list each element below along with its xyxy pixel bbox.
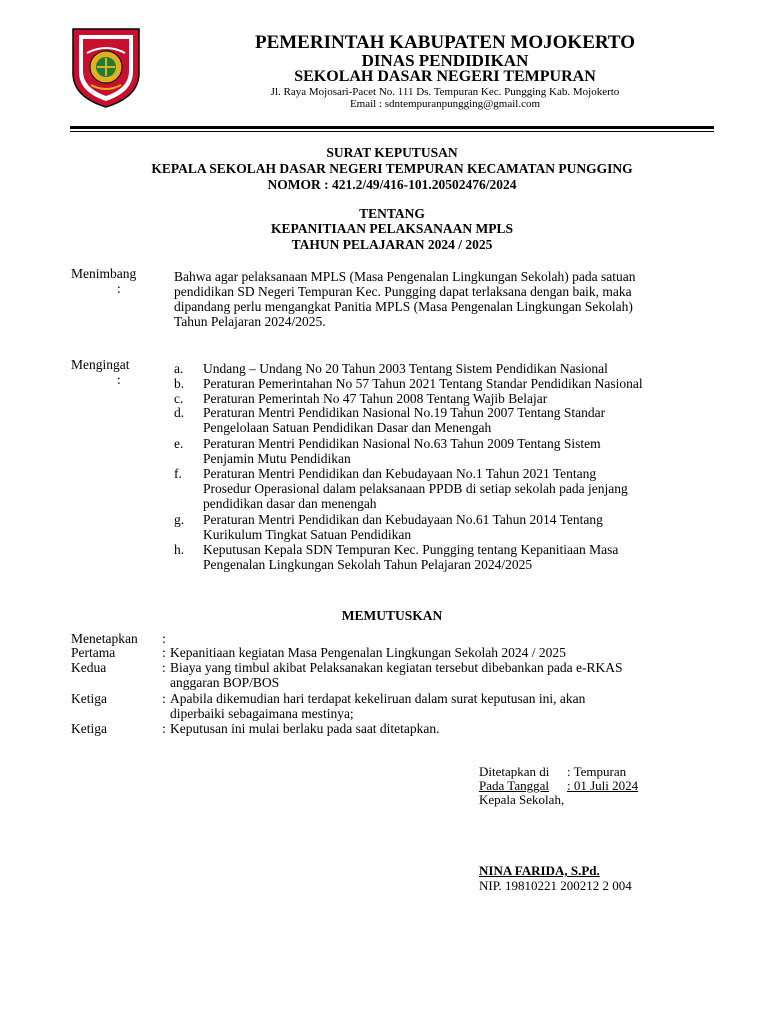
mengingat-item-line: Peraturan Pemerintahan No 57 Tahun 2021 Tentang Standar Pendidikan Nasional <box>203 376 643 391</box>
regency-emblem-logo <box>67 23 145 109</box>
doc-subject: KEPANITIAAN PELAKSANAAN MPLS <box>270 221 514 236</box>
decision-colon: : <box>162 645 166 660</box>
signature-name: NINA FARIDA, S.Pd. <box>479 863 600 878</box>
mengingat-item-line: Prosedur Operasional dalam pelaksanaan PPDB di setiap sekolah pada jenjang <box>203 481 628 496</box>
mengingat-item-line: Undang – Undang No 20 Tahun 2003 Tentang Sistem Pendidikan Nasional <box>203 361 608 376</box>
mengingat-item-letter: g. <box>174 512 185 527</box>
mengingat-item-line: pendidikan dasar dan menengah <box>203 496 377 511</box>
decision-colon: : <box>162 721 166 736</box>
decision-colon: : <box>162 631 166 646</box>
mengingat-item-letter: f. <box>174 466 182 481</box>
decision-text <box>170 721 440 736</box>
doc-year: TAHUN PELAJARAN 2024 / 2025 <box>291 237 493 252</box>
mengingat-colon: : <box>117 372 121 387</box>
decision-label: Ketiga <box>71 721 107 736</box>
decision-label: Ketiga <box>71 691 107 706</box>
menimbang-label: Menimbang <box>71 266 137 281</box>
letterhead-address: Jl. Raya Mojosari-Pacet No. 111 Ds. Tempuran Kec. Pungging Kab. Mojokerto <box>270 86 620 98</box>
mengingat-item-letter: h. <box>174 542 185 557</box>
mengingat-item-text <box>203 405 605 435</box>
mengingat-item-line: Peraturan Mentri Pendidikan dan Kebudayaan No.61 Tahun 2014 Tentang <box>203 512 603 527</box>
menimbang-text <box>174 269 636 329</box>
signature-date-label: Pada Tanggal <box>479 778 549 793</box>
mengingat-item-letter: e. <box>174 436 184 451</box>
decision-label: Pertama <box>71 645 116 660</box>
decision-line: anggaran BOP/BOS <box>170 675 280 690</box>
letterhead-office: DINAS PENDIDIKAN <box>361 51 529 70</box>
mengingat-item-line: Penjamin Mutu Pendidikan <box>203 451 351 466</box>
mengingat-item-line: Peraturan Mentri Pendidikan Nasional No.63 Tahun 2009 Tentang Sistem <box>203 436 601 451</box>
decision-colon: : <box>162 691 166 706</box>
doc-issuer: KEPALA SEKOLAH DASAR NEGERI TEMPURAN KECAMATAN PUNGGING <box>151 161 633 176</box>
mengingat-item-letter: d. <box>174 405 185 420</box>
menimbang-line: pendidikan SD Negeri Tempuran Kec. Pungging dapat terlaksana dengan baik, maka <box>174 284 632 299</box>
mengingat-item-text <box>203 466 628 511</box>
doc-type: SURAT KEPUTUSAN <box>326 145 458 160</box>
mengingat-item-text <box>203 361 608 376</box>
decision-colon: : <box>162 660 166 675</box>
mengingat-item-letter: b. <box>174 376 185 391</box>
mengingat-item-text <box>203 376 643 391</box>
mengingat-item-text <box>203 512 603 542</box>
menimbang-line: Bahwa agar pelaksanaan MPLS (Masa Pengenalan Lingkungan Sekolah) pada satuan <box>174 269 636 284</box>
decision-line: Kepanitiaan kegiatan Masa Pengenalan Lingkungan Sekolah 2024 / 2025 <box>170 645 566 660</box>
mengingat-item-text <box>203 436 601 466</box>
letterhead-divider-thick <box>70 126 714 129</box>
mengingat-item-line: Peraturan Mentri Pendidikan dan Kebudayaan No.1 Tahun 2021 Tentang <box>203 466 597 481</box>
decision-line: Biaya yang timbul akibat Pelaksanakan kegiatan tersebut dibebankan pada e-RKAS <box>170 660 623 675</box>
doc-about: TENTANG <box>359 206 425 221</box>
decision-label: Menetapkan <box>71 631 138 646</box>
decision-label: Kedua <box>71 660 107 675</box>
signature-date-value: : 01 Juli 2024 <box>567 778 639 793</box>
mengingat-item-line: Keputusan Kepala SDN Tempuran Kec. Pungging tentang Kepanitiaan Masa <box>203 542 619 557</box>
doc-number: NOMOR : 421.2/49/416-101.20502476/2024 <box>267 177 517 192</box>
decision-text <box>170 691 585 721</box>
letterhead-school: SEKOLAH DASAR NEGERI TEMPURAN <box>294 68 596 85</box>
mengingat-item-letter: c. <box>174 391 184 406</box>
letterhead-email: Email : sdntempuranpungging@gmail.com <box>349 98 541 110</box>
signature-place-value: : Tempuran <box>567 764 627 779</box>
mengingat-item-letter: a. <box>174 361 184 376</box>
decision-text <box>170 660 623 690</box>
memutuskan-heading: MEMUTUSKAN <box>341 608 443 623</box>
mengingat-item-line: Pengenalan Lingkungan Sekolah Tahun Pelajaran 2024/2025 <box>203 557 533 572</box>
mengingat-item-line: Pengelolaan Satuan Pendidikan Dasar dan Menengah <box>203 420 492 435</box>
decision-line: Keputusan ini mulai berlaku pada saat ditetapkan. <box>170 721 440 736</box>
decision-line: Apabila dikemudian hari terdapat kekeliruan dalam surat keputusan ini, akan <box>170 691 586 706</box>
mengingat-item-line: Kurikulum Tingkat Satuan Pendidikan <box>203 527 412 542</box>
mengingat-item-text <box>203 542 618 572</box>
menimbang-colon: : <box>117 281 121 296</box>
mengingat-item-line: Peraturan Mentri Pendidikan Nasional No.19 Tahun 2007 Tentang Standar <box>203 405 606 420</box>
mengingat-item-line: Peraturan Pemerintah No 47 Tahun 2008 Tentang Wajib Belajar <box>203 391 548 406</box>
decision-line: diperbaiki sebagaimana mestinya; <box>170 706 354 721</box>
decision-text <box>170 645 566 660</box>
menimbang-line: dipandang perlu mengangkat Panitia MPLS (Masa Pengenalan Lingkungan Sekolah) <box>174 299 633 314</box>
mengingat-label: Mengingat <box>71 357 130 372</box>
signature-place-label: Ditetapkan di <box>479 764 550 779</box>
menimbang-line: Tahun Pelajaran 2024/2025. <box>174 314 326 329</box>
mengingat-item-text <box>203 391 547 406</box>
letterhead-government: PEMERINTAH KABUPATEN MOJOKERTO <box>254 32 636 53</box>
letterhead-divider-thin <box>70 131 714 132</box>
signature-nip: NIP. 19810221 200212 2 004 <box>479 878 632 893</box>
signature-position: Kepala Sekolah, <box>479 792 565 807</box>
